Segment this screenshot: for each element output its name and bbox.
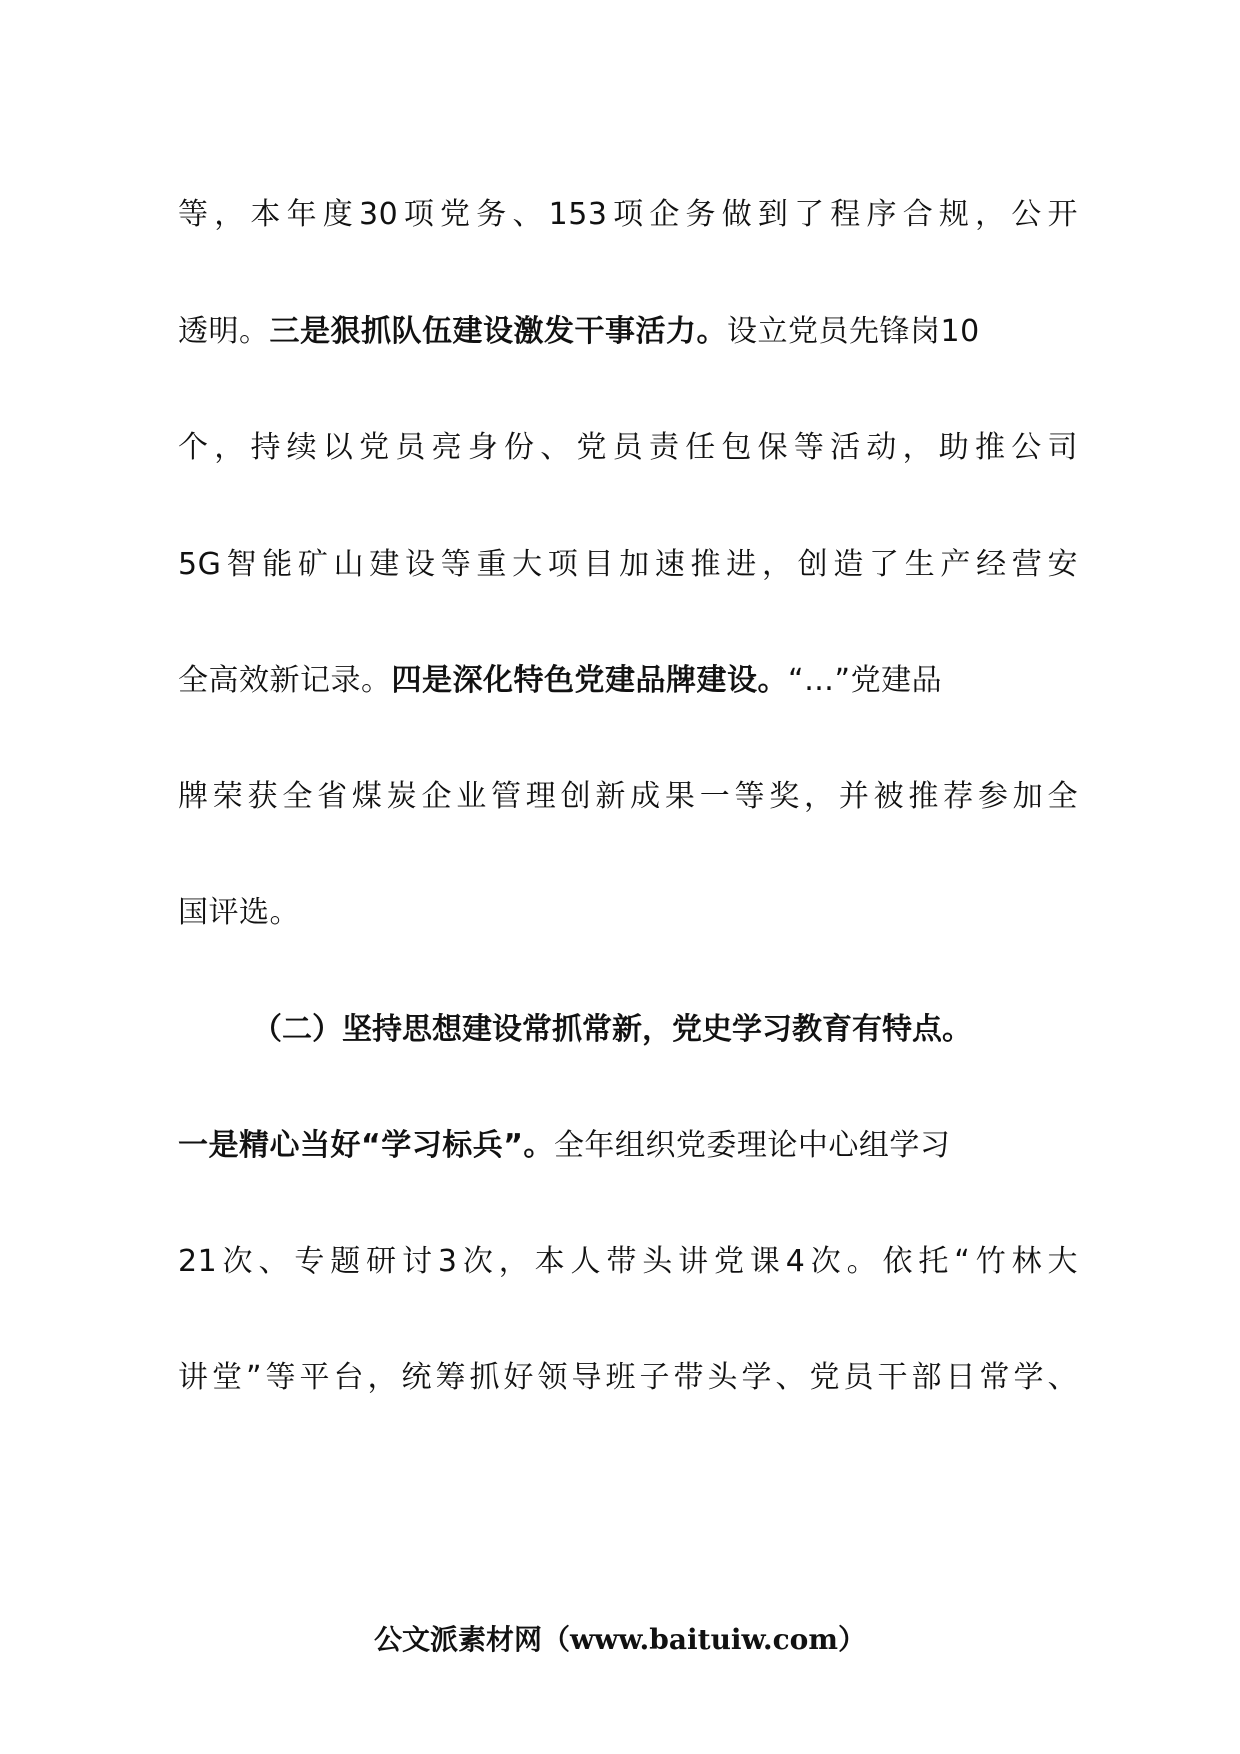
text-segment: 全高效新记录。 <box>178 663 392 698</box>
text-segment: 透明。 <box>178 314 270 349</box>
paragraph-line-1: 等，本年度30项党务、153项企务做到了程序合规，公开 <box>178 197 1078 232</box>
page-footer-watermark: 公文派素材网（www.baituiw.com） <box>374 1623 866 1656</box>
paragraph-line-5 <box>178 661 1078 701</box>
paragraph-line-8 <box>178 1126 1078 1166</box>
bold-point-four: 四是深化特色党建品牌建设。 <box>391 663 788 698</box>
paragraph-line-3: 个，持续以党员亮身份、党员责任包保等活动，助推公司 <box>178 430 1078 465</box>
paragraph-line-7: 国评选。 <box>178 895 300 930</box>
text-segment: 全年组织党委理论中心组学习 <box>553 1128 951 1163</box>
section-heading-2: （二）坚持思想建设常抓常新，党史学习教育有特点。 <box>252 1012 972 1047</box>
paragraph-line-9: 21次、专题研讨3次，本人带头讲党课4次。依托“竹林大 <box>178 1244 1078 1279</box>
bold-point-three: 三是狠抓队伍建设激发干事活力。 <box>269 314 727 349</box>
text-segment: “…”党建品 <box>788 663 943 698</box>
paragraph-line-10: 讲堂”等平台，统筹抓好领导班子带头学、党员干部日常学、 <box>178 1360 1078 1395</box>
paragraph-line-4: 5G智能矿山建设等重大项目加速推进，创造了生产经营安 <box>178 547 1078 582</box>
paragraph-line-2 <box>178 312 1078 352</box>
paragraph-line-6: 牌荣获全省煤炭企业管理创新成果一等奖，并被推荐参加全 <box>178 779 1078 814</box>
text-segment: 设立党员先锋岗10 <box>727 314 980 349</box>
bold-point-one: 一是精心当好“学习标兵”。 <box>178 1128 554 1163</box>
